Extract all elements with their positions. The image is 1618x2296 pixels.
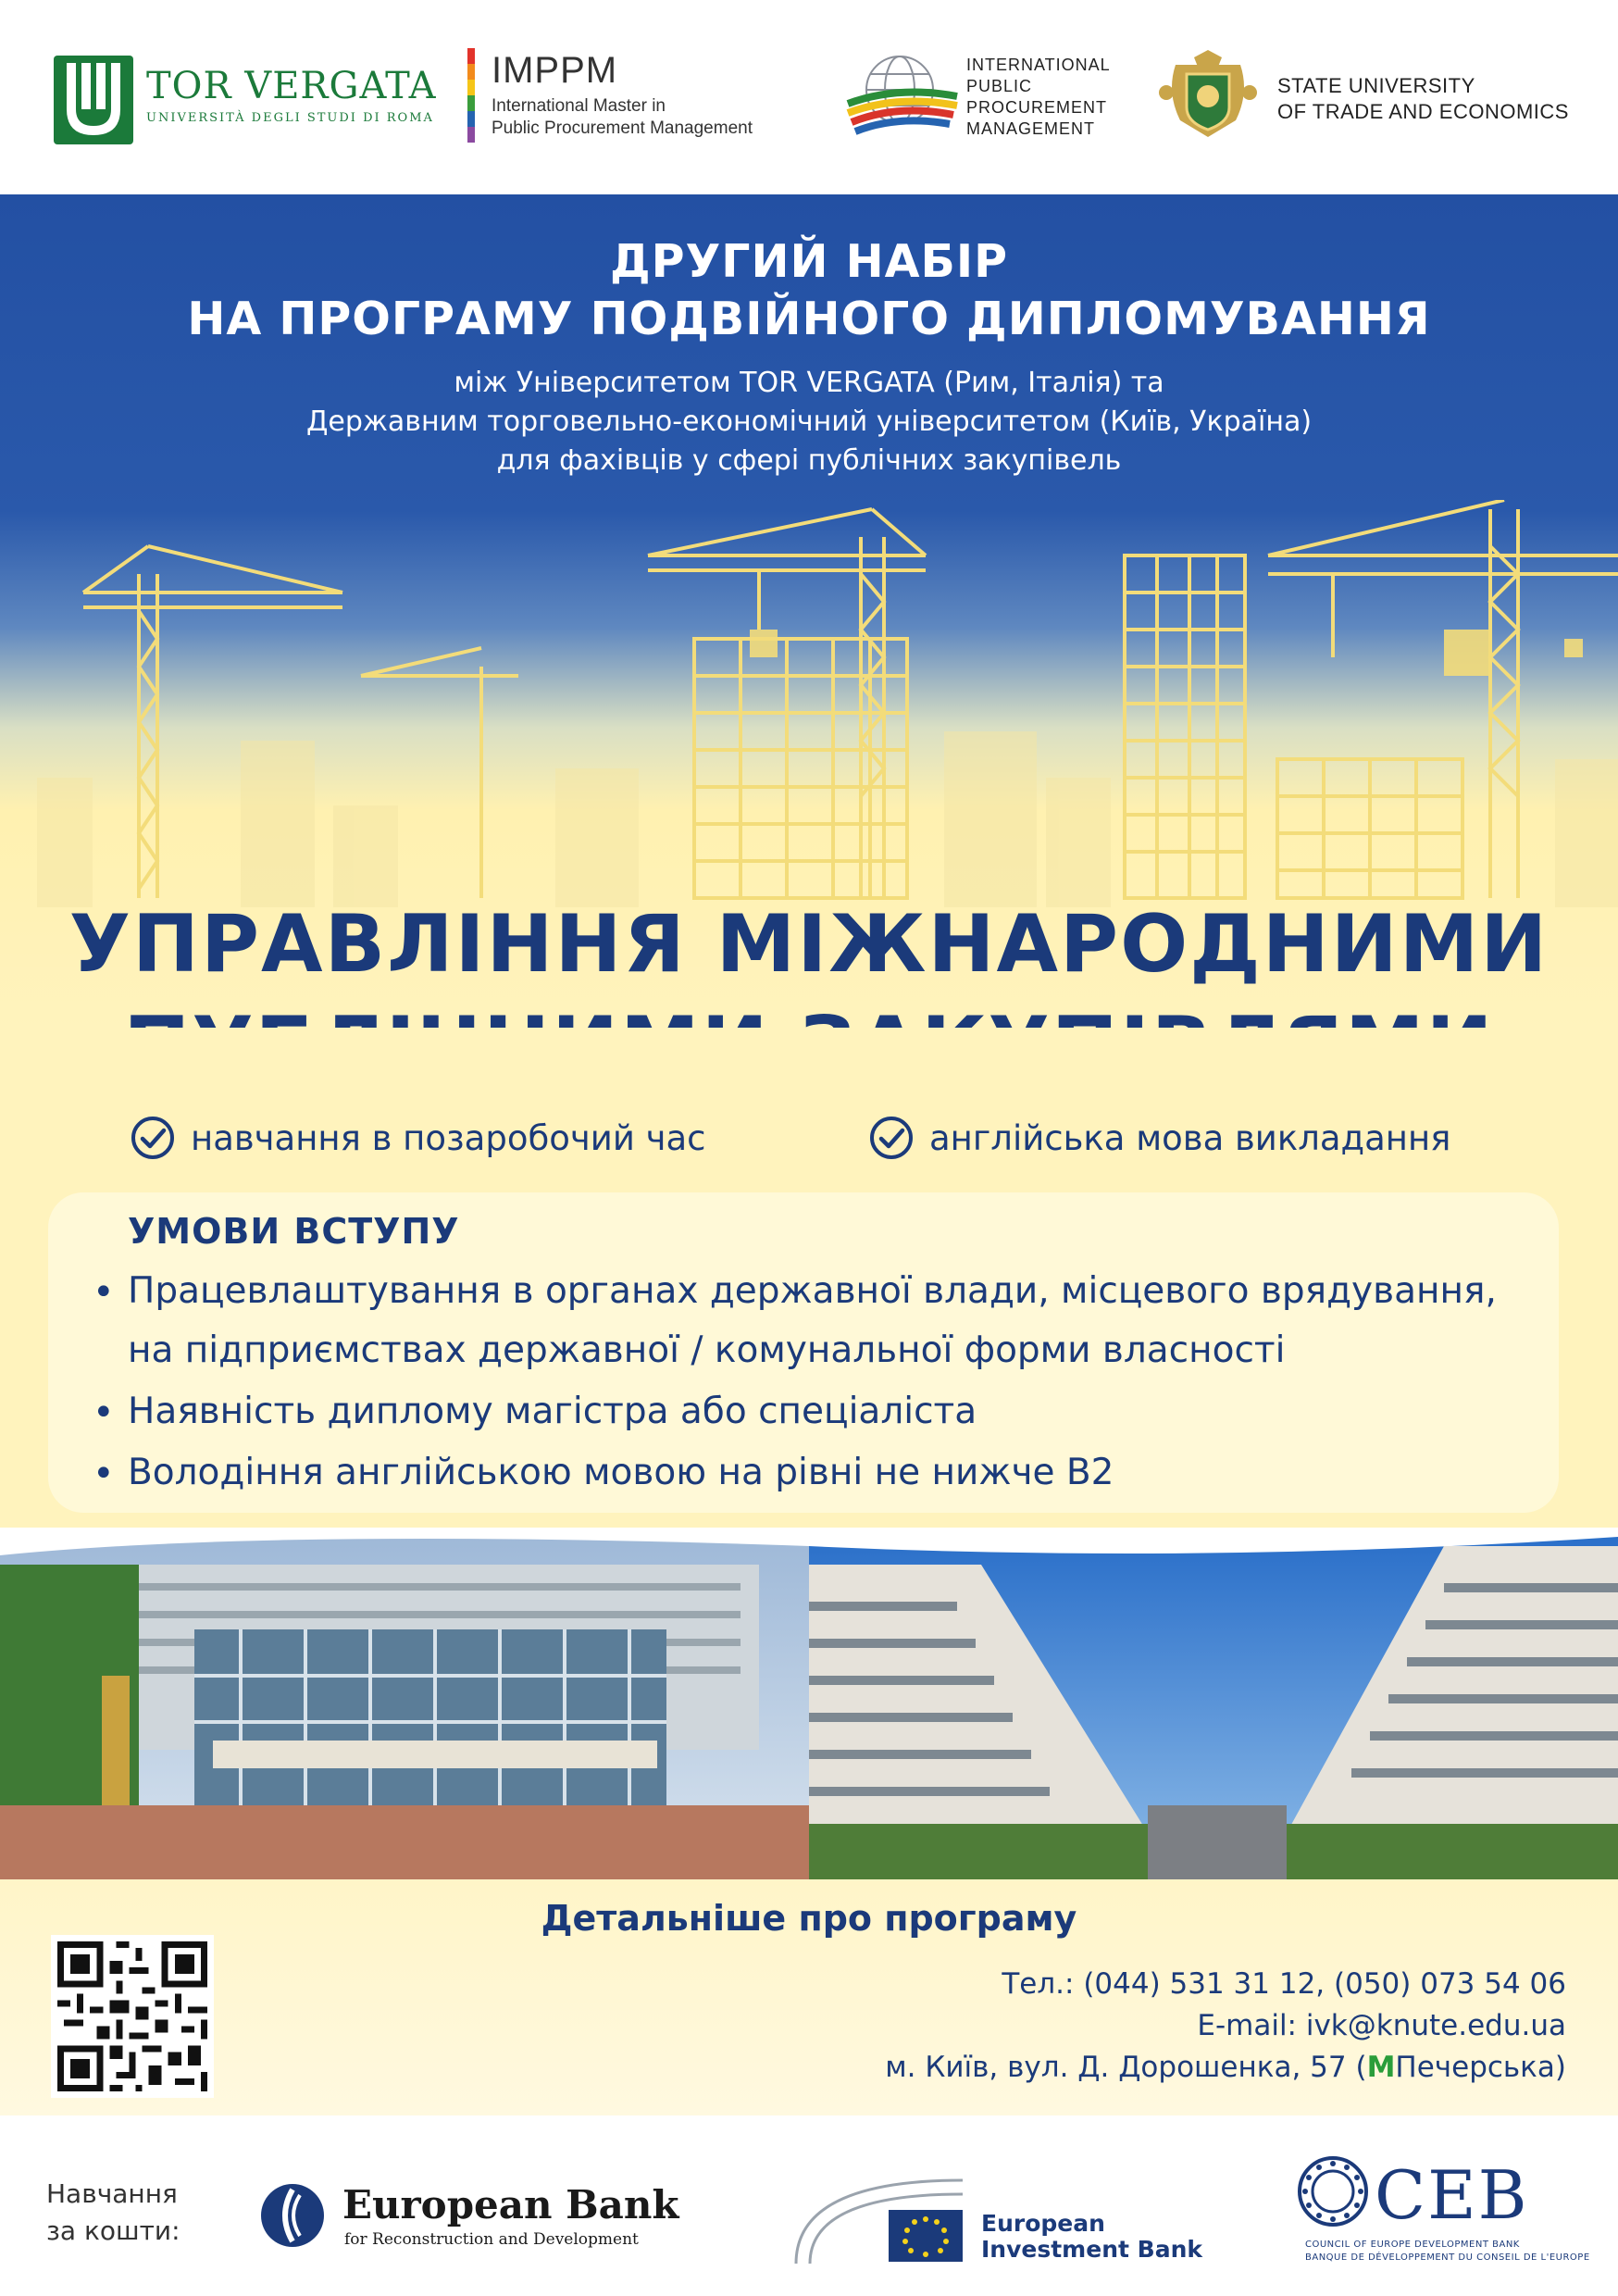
sponsors-footer [0,2115,1618,2296]
phone-numbers[interactable]: Тел.: (044) 531 31 12, (050) 073 54 06 [1002,1967,1566,2001]
condition-text: Володіння англійською мовою на рівні не нижче B2 [128,1452,1114,1493]
ippm-line4: MANAGEMENT [966,119,1096,138]
qr-code[interactable] [51,1935,214,2098]
ceb-logo [1296,2154,1590,2275]
ebrd-emblem-icon [259,2182,326,2249]
funded-by-label-line2: за кошти: [46,2215,180,2246]
imppm-title: IMPPM [492,50,618,91]
hero-section [0,194,1618,1028]
check-circle-icon [130,1115,176,1161]
imppm-subtitle-line1: International Master in [492,96,666,116]
condition-item [93,1450,1114,1497]
contact-section [0,1879,1618,2115]
imppm-color-bar-icon [467,48,475,143]
partner-logos-header [0,0,1618,194]
suite-line1: STATE UNIVERSITY [1277,74,1475,97]
tor-vergata-subtitle: UNIVERSITÀ DEGLI STUDI DI ROMA [146,111,434,125]
metro-station: Печерська) [1395,2051,1566,2084]
postal-address [885,2051,1566,2084]
hero-subtitle-line2: Державним торговельно-економічний університетом (Київ, Україна) [305,406,1313,438]
ebrd-subtitle: for Reconstruction and Development [344,2230,639,2249]
tor-vergata-title: TOR VERGATA [146,65,437,107]
eib-logo [787,2162,1202,2273]
condition-text: Наявність диплому магістра або спеціаліста [128,1391,977,1432]
ebrd-logo [259,2182,679,2256]
ippm-line1: INTERNATIONAL [966,56,1111,74]
state-university-trade-economics-logo [1157,46,1592,148]
feature-item [868,1115,1450,1161]
hero-subtitle-line3: для фахівців у сфері публічних закупівель [496,444,1122,477]
ceb-subtitle-line1: COUNCIL OF EUROPE DEVELOPMENT BANK [1305,2240,1520,2250]
imppm-subtitle-line2: Public Procurement Management [492,119,753,138]
condition-text-line2: на підприємствах державної / комунальної форми власності [128,1329,1286,1371]
bullet-icon: • [93,1453,115,1495]
university-campus-photo [0,1528,1618,1879]
suite-line2: OF TRADE AND ECONOMICS [1277,100,1569,123]
program-features [0,1102,1618,1176]
feature-item [130,1115,706,1161]
hero-subtitle-line1: між Університетом TOR VERGATA (Рим, Італія) та [454,367,1164,399]
funded-by-label-line1: Навчання [46,2178,178,2209]
ippm-line2: PUBLIC [966,77,1033,95]
ceb-subtitle-line2: BANQUE DE DÉVELOPPEMENT DU CONSEIL DE L'EUROPE [1305,2252,1590,2263]
ceb-emblem-icon [1296,2154,1370,2228]
ippm-logo [842,48,1120,145]
hero-heading-line1: ДРУГИЙ НАБІР [609,235,1009,288]
condition-text-line1: Працевлаштування в органах державної влади, місцевого врядування, [128,1270,1497,1312]
address-text: м. Київ, вул. Д. Дорошенка, 57 ( [885,2051,1367,2084]
program-title-line1: УПРАВЛІННЯ МІЖНАРОДНИМИ [68,898,1550,991]
imppm-logo [467,48,801,145]
eib-name-line2: Investment Bank [981,2236,1202,2263]
admission-conditions-title: УМОВИ ВСТУПУ [128,1211,460,1252]
bullet-icon: • [93,1271,115,1314]
university-crest-icon [1157,46,1259,144]
check-circle-icon [868,1115,915,1161]
more-about-program-heading: Детальніше про програму [541,1898,1077,1939]
bullet-icon: • [93,1391,115,1434]
globe-icon [842,48,963,145]
tor-vergata-emblem-icon [54,56,133,144]
condition-item-continuation [128,1328,1285,1375]
feature-label: навчання в позаробочий час [191,1117,706,1158]
admission-conditions-box [48,1192,1559,1513]
eib-emblem-icon [787,2162,972,2273]
ippm-line3: PROCUREMENT [966,98,1108,117]
email-address[interactable]: E-mail: ivk@knute.edu.ua [1197,2009,1566,2042]
condition-item [93,1389,977,1436]
eib-name-line1: European [981,2210,1105,2237]
hero-heading-line2: НА ПРОГРАМУ ПОДВІЙНОГО ДИПЛОМУВАННЯ [187,293,1431,345]
metro-icon: М [1366,2051,1396,2084]
ceb-name: CEB [1375,2156,1529,2234]
tor-vergata-logo [54,56,437,144]
feature-label: англійська мова викладання [929,1117,1451,1158]
condition-item [93,1268,1497,1316]
ebrd-name: European Bank [342,2182,679,2227]
